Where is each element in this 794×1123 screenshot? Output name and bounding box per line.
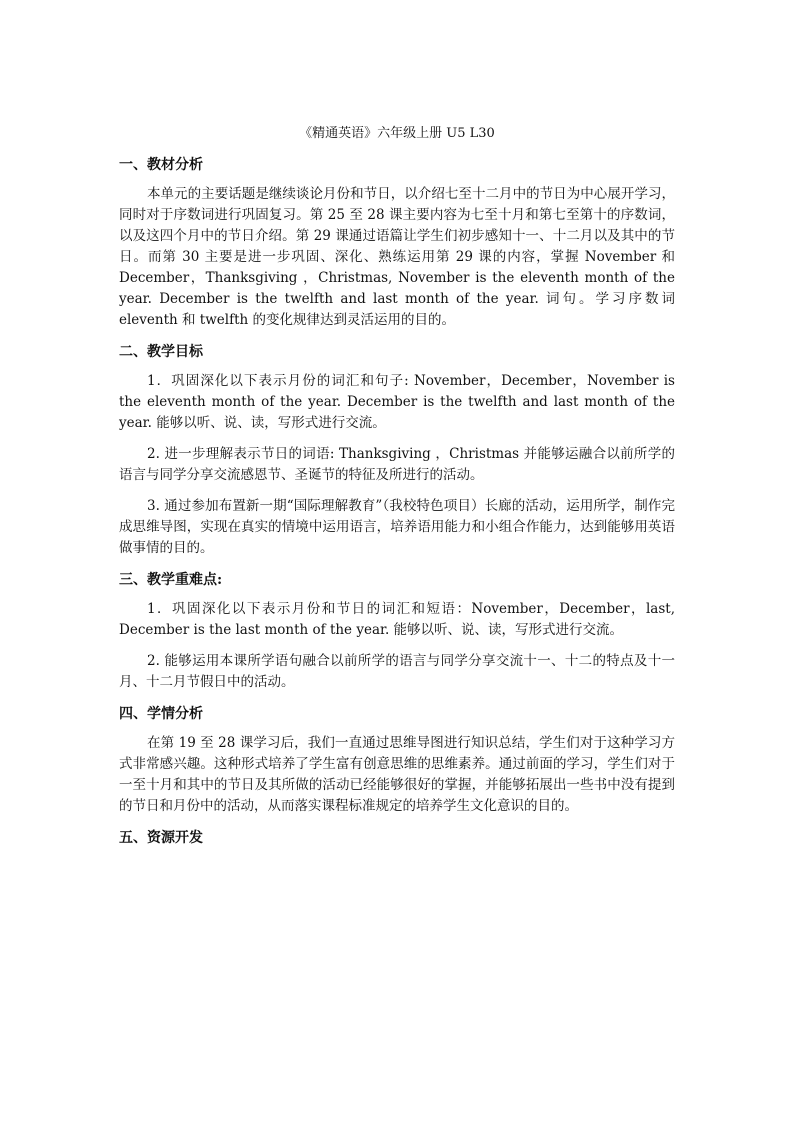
section-paragraph: 3. 通过参加布置新一期“国际理解教育”（我校特色项目）长廊的活动，运用所学，制作完成思维导图，实现在真实的情境中运用语言，培养语用能力和小组合作能力，达到能够用英语做事情的目的。: [119, 498, 675, 556]
section-resource-development: [119, 827, 675, 849]
section-paragraph: 2. 进一步理解表示节日的词语: Thanksgiving ，Christmas 并能够运融合以前所学的语言与同学分享交流感恩节、圣诞节的特征及所进行的活动。: [119, 446, 675, 483]
section-heading: 四、学情分析: [119, 706, 203, 722]
section-paragraph: 在第 19 至 28 课学习后，我们一直通过思维导图进行知识总结，学生们对于这种学习方式非常感兴趣。这种形式培养了学生富有创意思维的思维素养。通过前面的学习，学生们对于一至十月和其中的节日及其所做的活动已经能够很好的掌握，并能够拓展出一些书中没有提到的节日和月份中的活动，从而落实课程标准规定的培养学生文化意识的目的。: [119, 735, 675, 814]
section-key-difficulties: [119, 569, 675, 693]
document-page: [119, 124, 675, 857]
section-paragraph: 1．巩固深化以下表示月份的词汇和句子: November，December，November is the eleventh month of the year. December is the twelfth and last month of the year. 能够以听、说、读，写形式进行交流。: [119, 373, 675, 431]
section-heading: 三、教学重难点:: [119, 572, 223, 588]
section-heading: 二、教学目标: [119, 344, 203, 360]
section-paragraph: 2. 能够运用本课所学语句融合以前所学的语言与同学分享交流十一、十二的特点及十一月、十二月节假日中的活动。: [119, 653, 675, 690]
section-heading: 五、资源开发: [119, 830, 203, 846]
section-paragraph: 1．巩固深化以下表示月份和节日的词汇和短语：November，December，last, December is the last month of the year. 能够以听、说、读，写形式进行交流。: [119, 601, 675, 638]
section-learner-analysis: [119, 703, 675, 817]
section-textbook-analysis: [119, 154, 675, 331]
section-heading: 一、教材分析: [119, 157, 203, 173]
section-teaching-objectives: [119, 341, 675, 559]
document-title: 《精通英语》六年级上册 U5 L30: [299, 126, 495, 141]
section-paragraph: 本单元的主要话题是继续谈论月份和节日，以介绍七至十二月中的节日为中心展开学习，同时对于序数词进行巩固复习。第 25 至 28 课主要内容为七至十月和第七至第十的序数词，以及这四个月中的节日介绍。第 29 课通过语篇让学生们初步感知十一、十二月以及其中的节日。而第 30 主要是进一步巩固、深化、熟练运用第 29 课的内容，掌握 November 和 December，Thanksgiving ，Christmas, November is the eleventh month of the year. December is the twelfth and last month of the year. 词句。学习序数词 eleventh 和 twelfth 的变化规律达到灵活运用的目的。: [119, 186, 675, 328]
